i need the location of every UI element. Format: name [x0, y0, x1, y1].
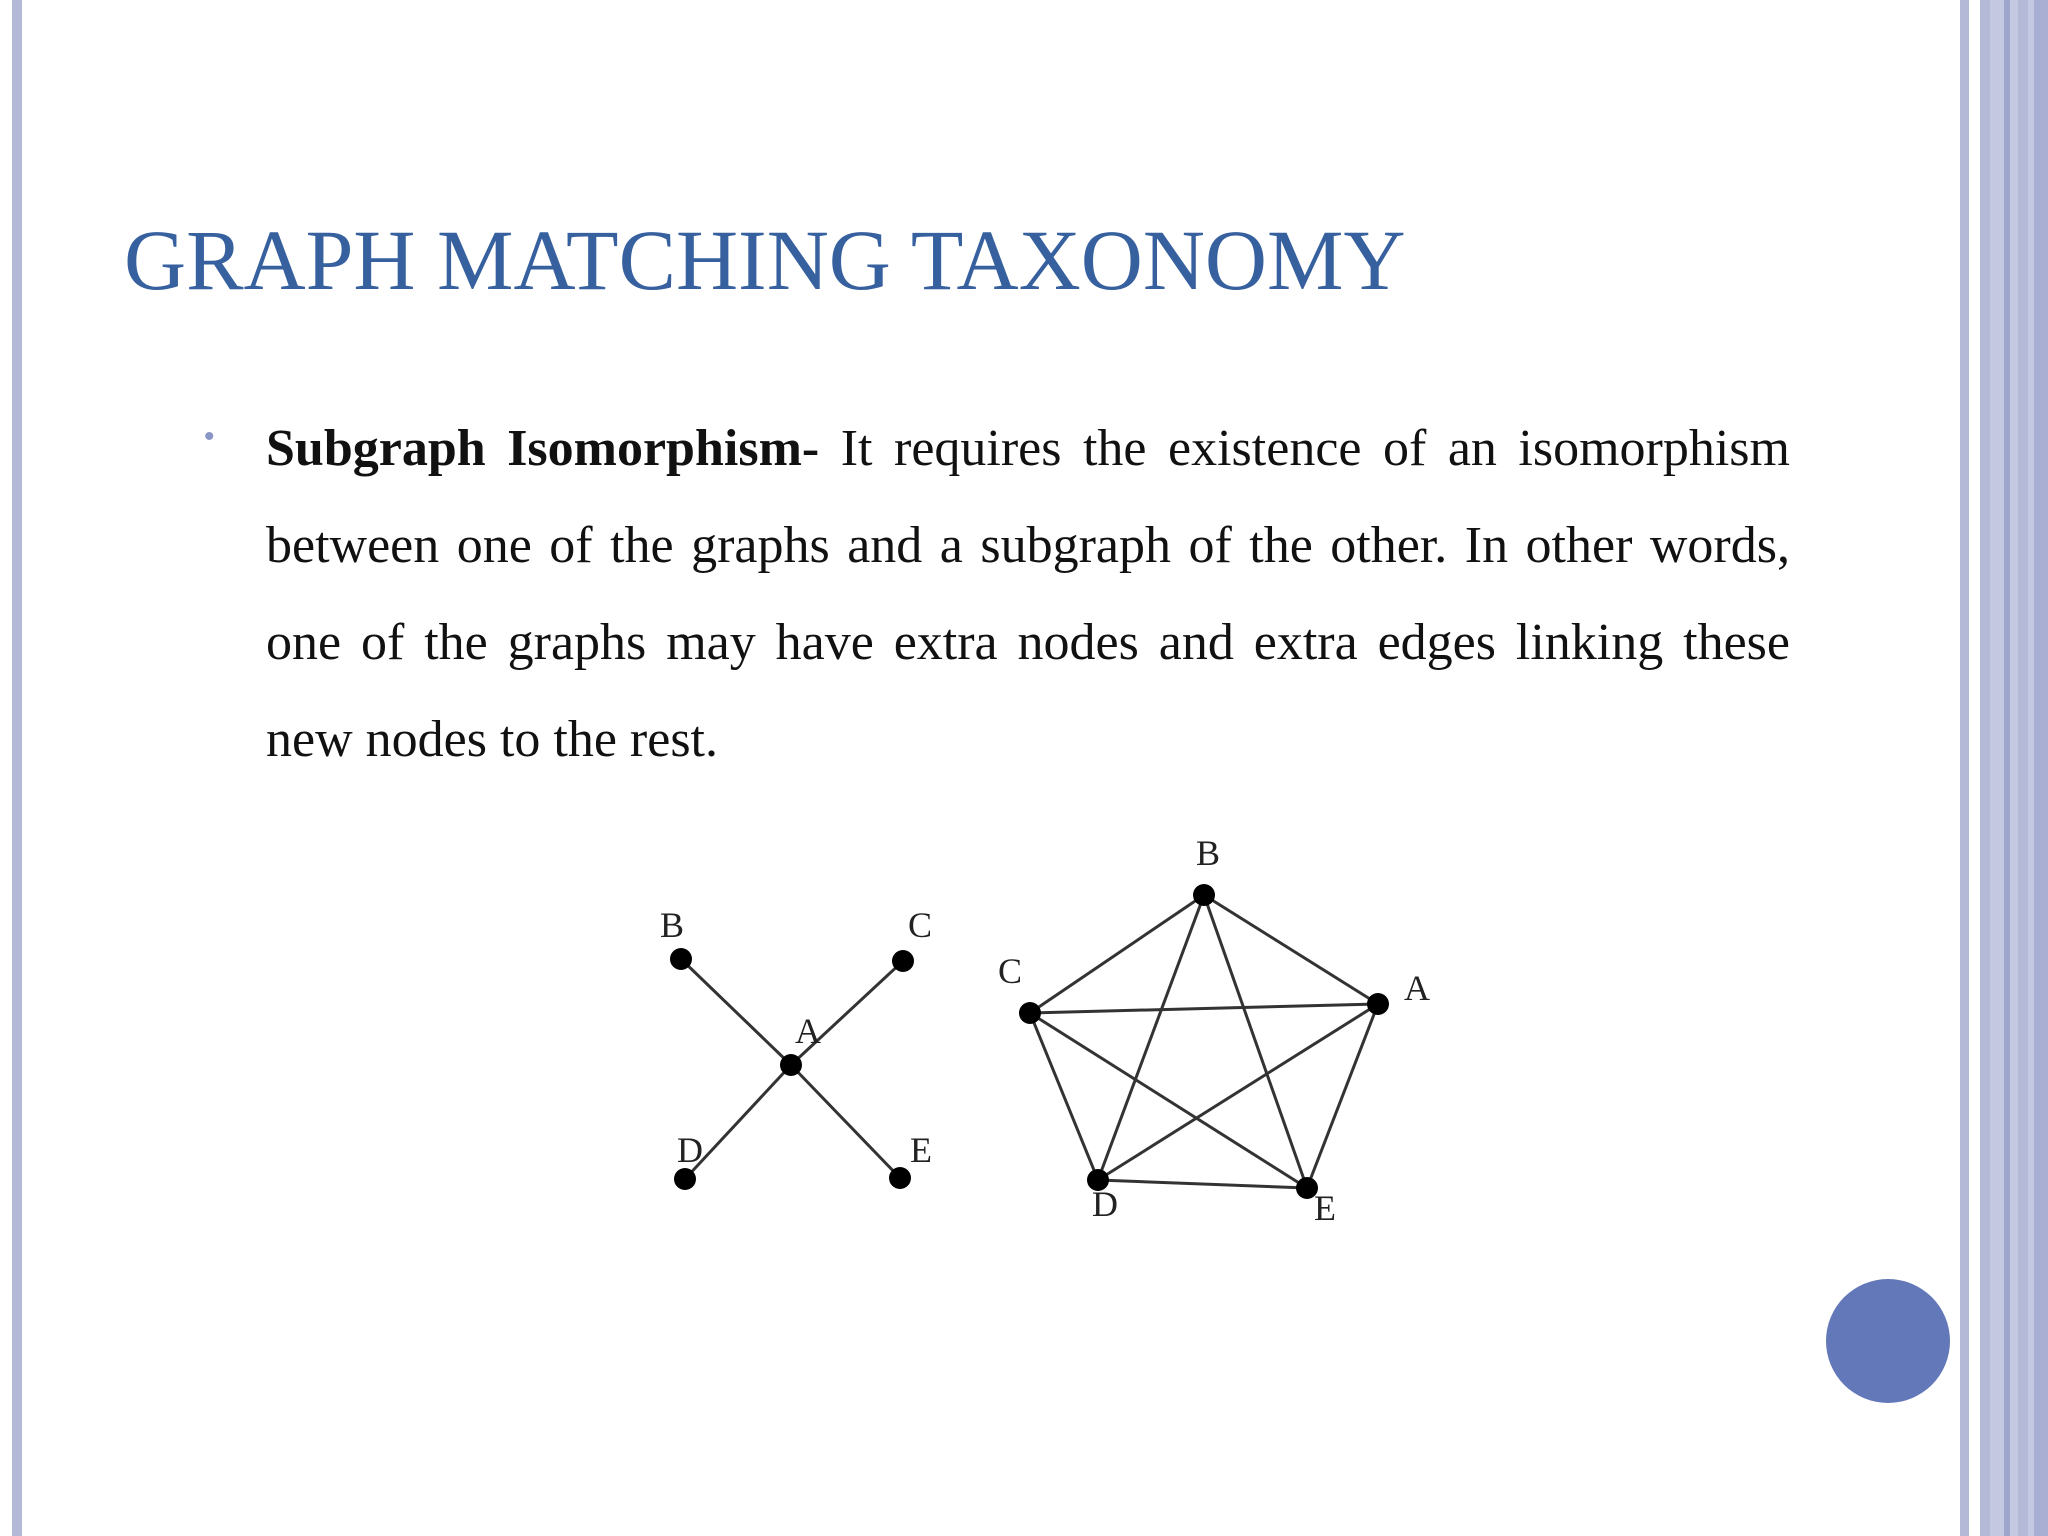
star-graph	[660, 905, 932, 1190]
graph-node-a	[780, 1054, 802, 1076]
graph-edge-b-e	[1204, 895, 1307, 1188]
right-border-stripe	[2018, 0, 2028, 1536]
graph-node-label-a: A	[1404, 968, 1430, 1008]
graph-edge-c-e	[1030, 1013, 1307, 1188]
right-border-stripe	[2004, 0, 2010, 1536]
graph-node-a	[1367, 993, 1389, 1015]
graph-node-label-d: D	[1092, 1184, 1118, 1224]
graph-edge-c-d	[1030, 1013, 1098, 1180]
graph-node-b	[670, 948, 692, 970]
graph-node-label-b: B	[1196, 833, 1221, 873]
graph-figure	[620, 820, 1460, 1240]
bullet-term: Subgraph Isomorphism-	[266, 420, 820, 477]
graph-node-label-b: B	[660, 905, 685, 945]
graph-node-c	[1019, 1002, 1041, 1024]
graph-node-e	[889, 1167, 911, 1189]
graph-edge-a-e	[791, 1065, 900, 1178]
graph-node-b	[1193, 884, 1215, 906]
graph-node-d	[674, 1168, 696, 1190]
graph-edge-a-b	[681, 959, 791, 1065]
bullet-list	[200, 400, 1790, 788]
graph-edge-b-d	[1098, 895, 1204, 1180]
graph-node-label-c: C	[998, 951, 1023, 991]
graph-edge-b-a	[1204, 895, 1378, 1004]
graph-node-label-d: D	[677, 1130, 703, 1170]
graph-node-label-e: E	[1314, 1188, 1336, 1228]
graph-node-label-a: A	[795, 1011, 821, 1051]
graph-edge-a-e	[1307, 1004, 1378, 1188]
bullet-dot-icon: •	[204, 420, 215, 453]
slide-title: GRAPH MATCHING TAXONOMY	[124, 212, 1406, 308]
bullet-item	[200, 400, 1790, 788]
bullet-text	[266, 400, 1790, 788]
left-border-bar	[12, 0, 22, 1536]
graph-edge-a-d	[1098, 1004, 1378, 1180]
graph-node-label-c: C	[908, 905, 933, 945]
graph-node-c	[892, 950, 914, 972]
graph-node-label-e: E	[910, 1130, 932, 1170]
right-border-stripe	[1960, 0, 1969, 1536]
graph-edge-b-c	[1030, 895, 1204, 1013]
bullet-description: It requires the existence of an isomorphism between one of the graphs and a subgraph of the other. In other words, one of the graphs may have extra nodes and extra edges linking these new nodes to the rest.	[266, 420, 1790, 768]
graph-edge-d-e	[1098, 1180, 1307, 1188]
right-border-stripe	[2034, 0, 2048, 1536]
circle-icon	[1826, 1279, 1950, 1403]
graph-edge-c-a	[1030, 1004, 1378, 1013]
complete-graph	[998, 833, 1430, 1228]
right-border-stripe	[1980, 0, 1990, 1536]
